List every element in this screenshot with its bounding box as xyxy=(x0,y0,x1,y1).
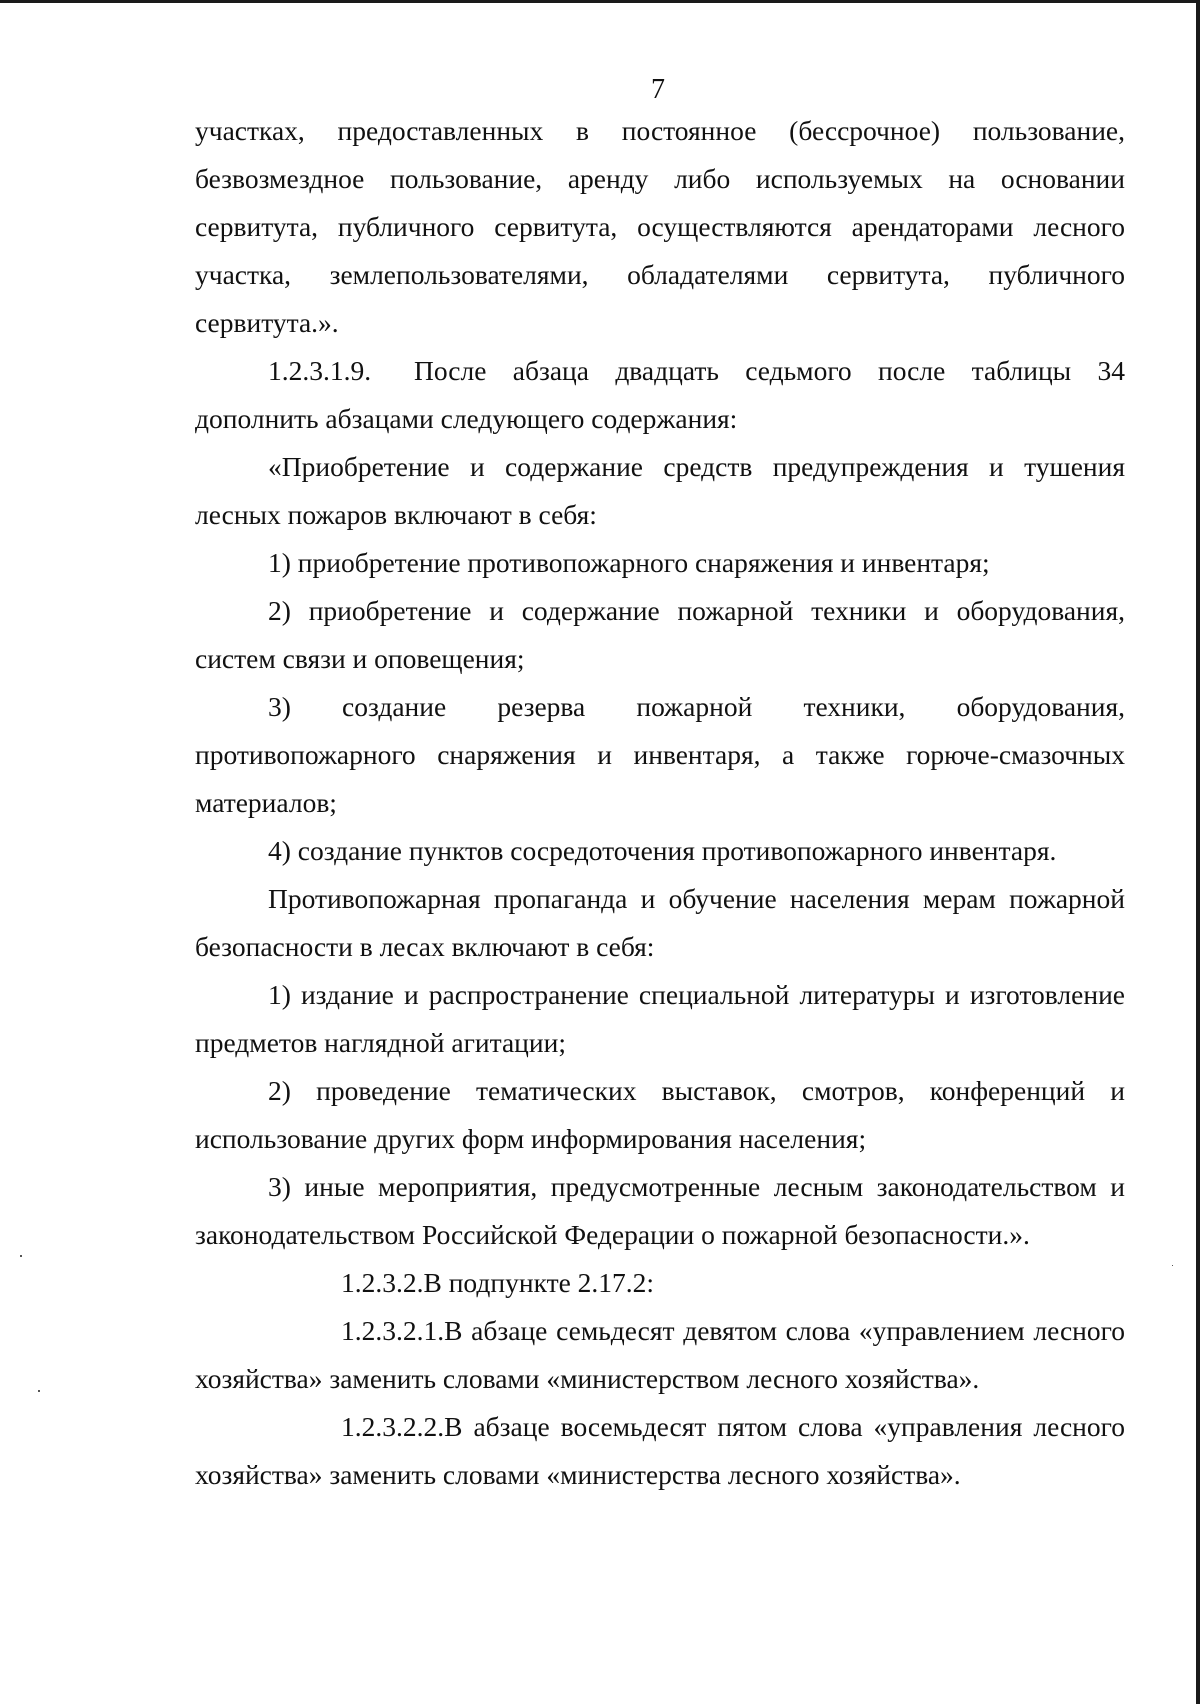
paragraph-propaganda-intro: Противопожарная пропаганда и обучение населения мерам пожарной безопасности в лесах включают в себя: xyxy=(195,883,1125,962)
list-item-3: 3) создание резерва пожарной техники, оборудования, противопожарного снаряжения и инвентаря, а также горюче-смазочных материалов; xyxy=(195,691,1125,818)
clause-number: 1.2.3.1.9. xyxy=(268,355,372,386)
propaganda-item-3: 3) иные мероприятия, предусмотренные лесным законодательством и законодательством Российской Федерации о пожарной безопасности.». xyxy=(195,1171,1125,1250)
paragraph-1-2-3-2 xyxy=(195,1259,1125,1307)
scan-speck xyxy=(20,1255,22,1257)
paragraph-1-2-3-2-2 xyxy=(195,1403,1125,1499)
list-item-4: 4) создание пунктов сосредоточения противопожарного инвентаря. xyxy=(268,835,1057,866)
scan-edge-right xyxy=(1196,0,1200,1704)
clause-number: 1.2.3.2.2. xyxy=(341,1411,445,1442)
propaganda-item-2: 2) проведение тематических выставок, смотров, конференций и использование других форм информирования населения; xyxy=(195,1075,1125,1154)
clause-text: После абзаца двадцать седьмого после таблицы 34 дополнить абзацами следующего содержания: xyxy=(195,355,1125,434)
clause-text: В абзаце восемьдесят пятом слова «управления лесного хозяйства» заменить словами «министерства лесного хозяйства». xyxy=(195,1411,1125,1490)
paragraph-continuation: участках, предоставленных в постоянное (бессрочное) пользование, безвозмездное пользование, аренду либо используемых на основании сервитута, публичного сервитута, осуществляются арендаторами лесного участка, землепользователями, обладателями сервитута, публичного сервитута.». xyxy=(195,115,1125,338)
document-body xyxy=(195,107,1125,1499)
clause-number: 1.2.3.2. xyxy=(341,1267,424,1298)
propaganda-item-1: 1) издание и распространение специальной литературы и изготовление предметов наглядной агитации; xyxy=(195,979,1125,1058)
paragraph-1-2-3-1-9 xyxy=(195,347,1125,443)
paragraph-fire-prevention-intro: «Приобретение и содержание средств предупреждения и тушения лесных пожаров включают в себя: xyxy=(195,451,1125,530)
list-item-2: 2) приобретение и содержание пожарной техники и оборудования, систем связи и оповещения; xyxy=(195,595,1125,674)
page-number: 7 xyxy=(651,74,665,105)
scan-edge-top xyxy=(0,0,1200,3)
scan-speck xyxy=(1172,1265,1173,1266)
scan-speck xyxy=(38,1390,40,1392)
clause-text: В подпункте 2.17.2: xyxy=(423,1267,655,1298)
paragraph-1-2-3-2-1 xyxy=(195,1307,1125,1403)
clause-number: 1.2.3.2.1. xyxy=(341,1315,445,1346)
list-item-1: 1) приобретение противопожарного снаряжения и инвентаря; xyxy=(268,547,990,578)
clause-text: В абзаце семьдесят девятом слова «управлением лесного хозяйства» заменить словами «министерством лесного хозяйства». xyxy=(195,1315,1125,1394)
